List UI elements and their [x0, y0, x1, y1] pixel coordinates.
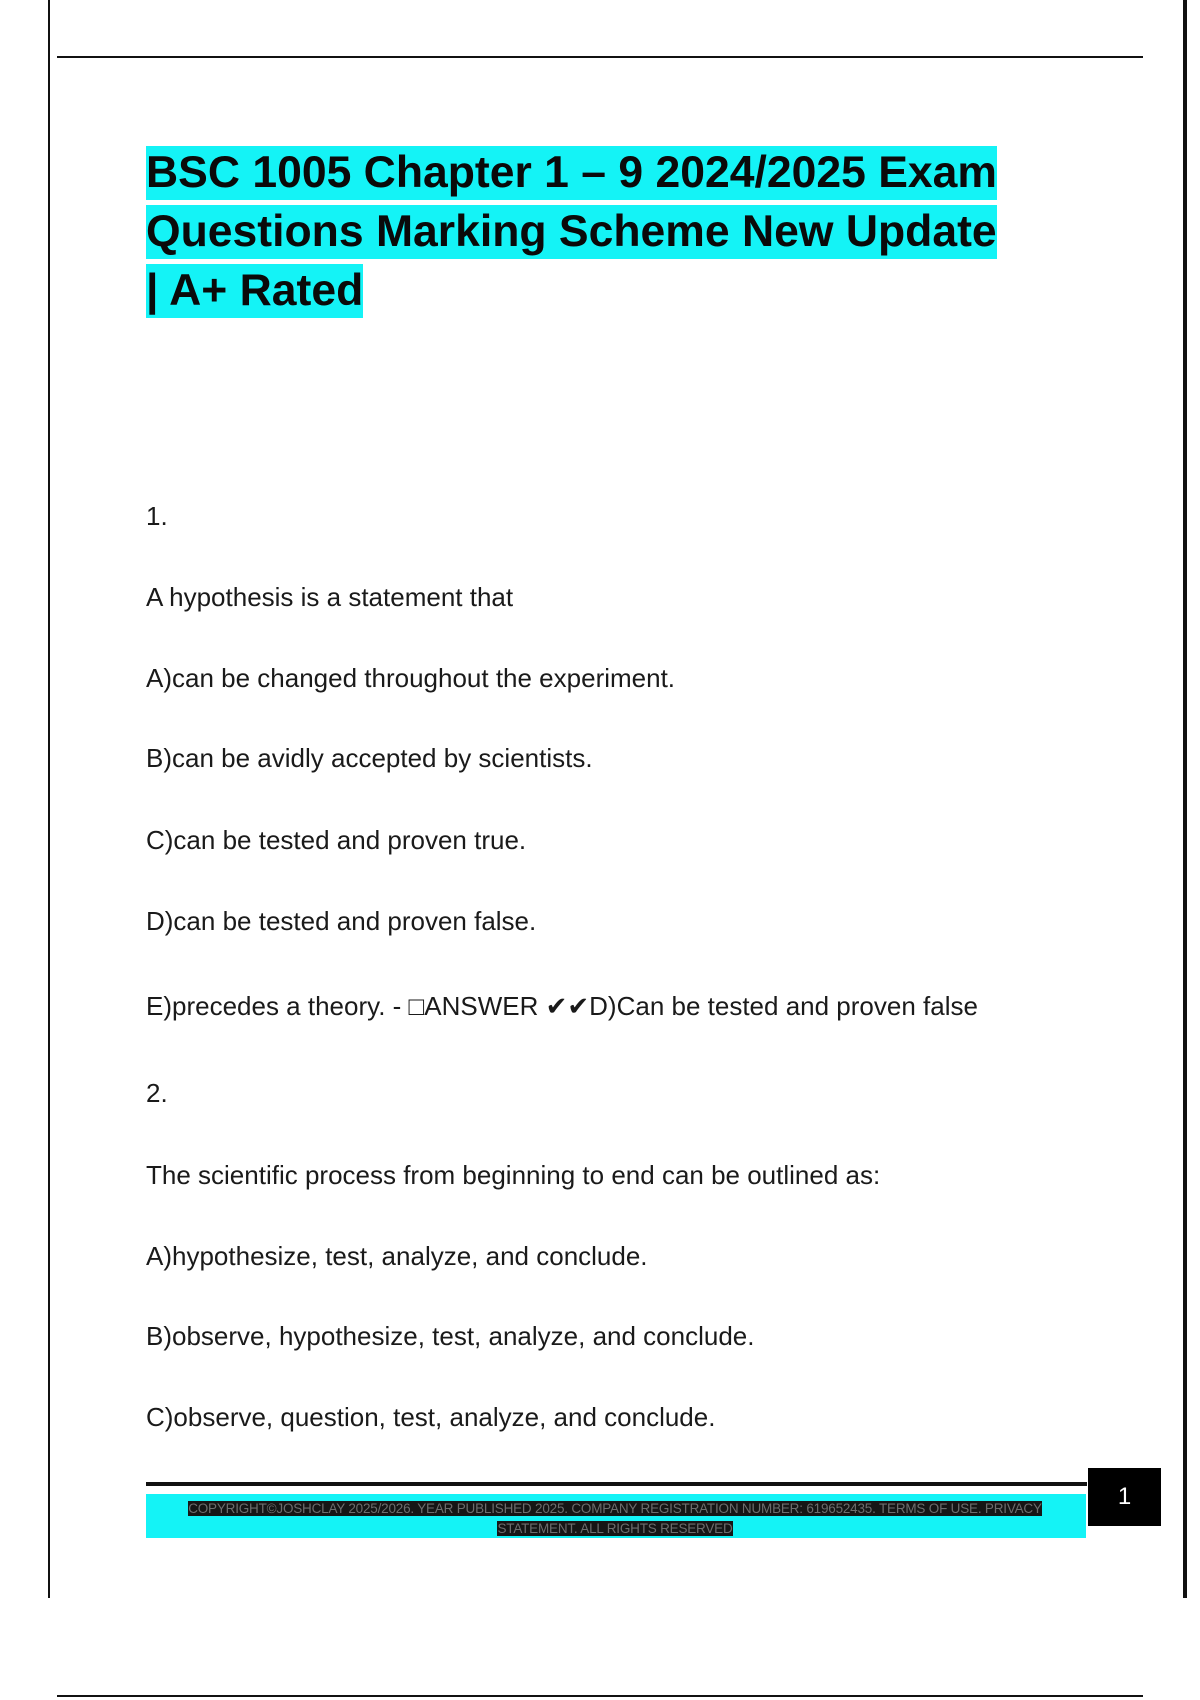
question-1-option-d: D)can be tested and proven false.: [146, 906, 537, 936]
copyright-line-2: STATEMENT. ALL RIGHTS RESERVED: [497, 1521, 733, 1536]
question-1-prompt: A hypothesis is a statement that: [146, 582, 514, 612]
title-line-1: BSC 1005 Chapter 1 – 9 2024/2025 Exam: [146, 146, 997, 200]
page-border-left: [48, 0, 50, 1598]
question-1-option-e-answer: E)precedes a theory. - □ANSWER ✔✔D)Can be tested and proven false: [146, 991, 978, 1021]
page-border-right: [1183, 0, 1187, 1598]
next-page-rule: [57, 1695, 1143, 1697]
question-2-prompt: The scientific process from beginning to end can be outlined as:: [146, 1160, 881, 1190]
question-2-option-b: B)observe, hypothesize, test, analyze, and conclude.: [146, 1321, 755, 1351]
footer-copyright: [170, 1499, 1060, 1539]
page-number: 1: [1088, 1468, 1161, 1526]
header-rule: [57, 56, 1143, 58]
question-1-option-a: A)can be changed throughout the experiment.: [146, 663, 676, 693]
document-title: [146, 143, 1076, 320]
question-1-option-c: C)can be tested and proven true.: [146, 825, 527, 855]
title-line-3: | A+ Rated: [146, 264, 363, 318]
question-1-option-b: B)can be avidly accepted by scientists.: [146, 743, 593, 773]
question-2-option-a: A)hypothesize, test, analyze, and conclude.: [146, 1241, 648, 1271]
title-line-2: Questions Marking Scheme New Update: [146, 205, 997, 259]
question-2-number: 2.: [146, 1078, 168, 1108]
question-2-option-c: C)observe, question, test, analyze, and conclude.: [146, 1402, 716, 1432]
question-1-number: 1.: [146, 501, 168, 531]
footer-rule: [146, 1482, 1087, 1486]
copyright-line-1: COPYRIGHT©JOSHCLAY 2025/2026. YEAR PUBLISHED 2025. COMPANY REGISTRATION NUMBER: 619652435. TERMS OF USE. PRIVACY: [188, 1501, 1042, 1516]
